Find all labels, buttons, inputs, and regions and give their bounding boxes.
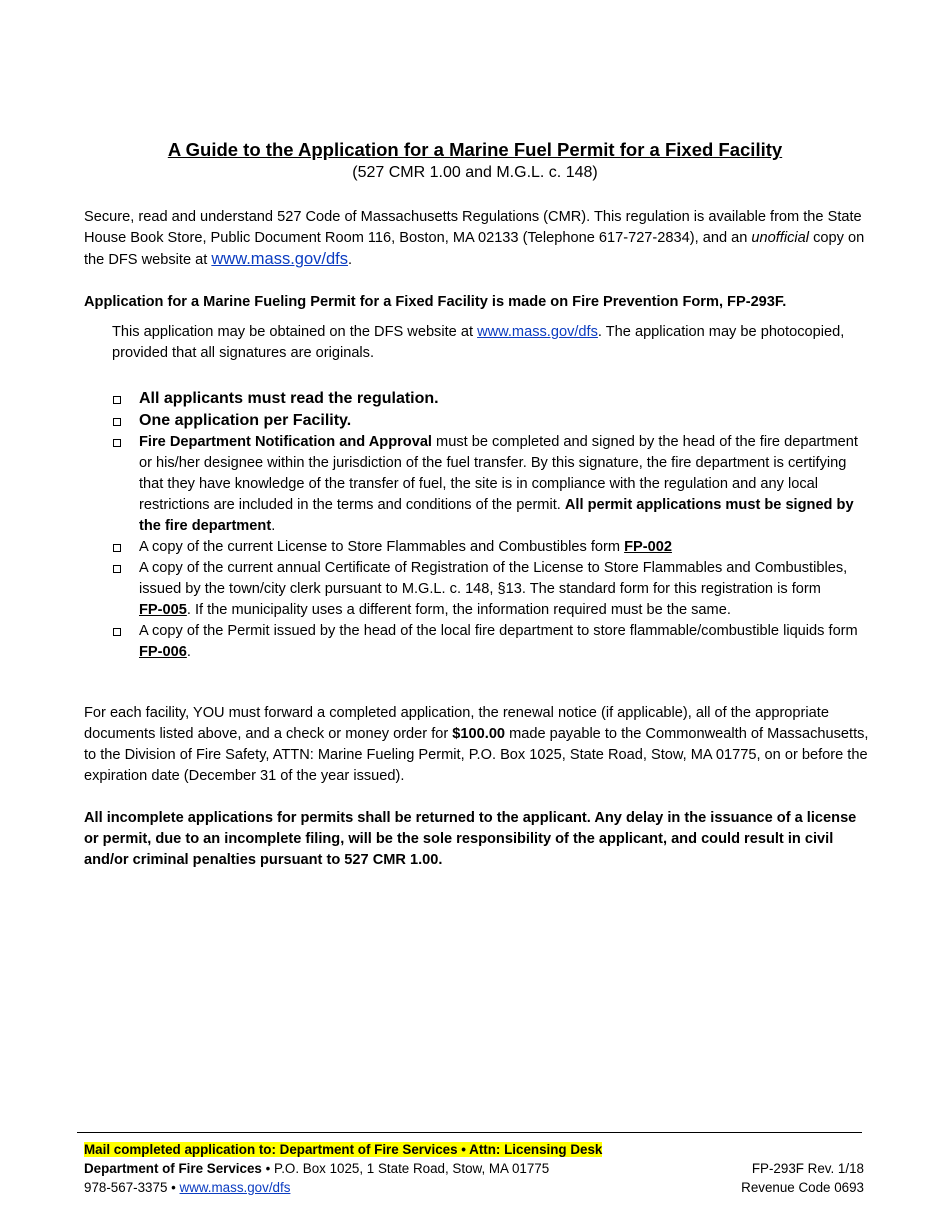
intro-italic: unofficial — [751, 230, 810, 246]
checklist-item — [112, 432, 872, 537]
form-reference-fp-002: FP-002 — [624, 539, 672, 555]
obtain-paragraph — [112, 322, 872, 364]
fee-amount: $100.00 — [452, 726, 506, 742]
checklist-item-bold-2: All permit applications must be signed by the fire department — [139, 497, 854, 534]
forward-paragraph — [84, 703, 874, 787]
footer-department: Department of Fire Services — [84, 1161, 262, 1176]
intro-text: Secure, read and understand 527 Code of Massachusetts Regulations (CMR). This regulation is available from the State House Book Store, Public Document Room 116, Boston, MA 02133 (Telephone 617-727-2834), and an — [84, 209, 862, 246]
checklist-item-text: A copy of the Permit issued by the head of the local fire department to store flammable/combustible liquids form — [139, 623, 858, 639]
checkbox-icon — [113, 544, 121, 552]
checkbox-icon — [113, 628, 121, 636]
checklist-item-bold: Fire Department Notification and Approval — [139, 434, 432, 450]
form-revision: FP-293F Rev. 1/18 — [751, 1161, 864, 1176]
checklist-item — [112, 410, 872, 432]
page-subtitle: (527 CMR 1.00 and M.G.L. c. 148) — [352, 164, 598, 181]
obtain-website-link[interactable]: www.mass.gov/dfs — [477, 324, 598, 340]
checkbox-icon — [113, 418, 121, 426]
page-title: A Guide to the Application for a Marine Fuel Permit for a Fixed Facility — [167, 139, 783, 160]
checklist-item-text: One application per Facility. — [139, 412, 352, 429]
intro-text-2: copy on the DFS website at — [84, 230, 865, 268]
checklist-item — [112, 558, 872, 621]
footer-website-link[interactable]: www.mass.gov/dfs — [179, 1180, 291, 1195]
footer-phone: 978-567-3375 • — [84, 1180, 180, 1195]
form-reference-fp-006: FP-006 — [139, 644, 187, 660]
checkbox-icon — [113, 439, 121, 447]
checkbox-icon — [113, 565, 121, 573]
form-reference-fp-005: FP-005 — [139, 602, 187, 618]
checklist-item — [112, 537, 872, 558]
checklist-item-text-2: . If the municipality uses a different form, the information required must be the same. — [186, 602, 731, 618]
revenue-code: Revenue Code 0693 — [741, 1180, 864, 1195]
forward-text: For each facility, YOU must forward a completed application, the renewal notice (if applicable), all of the appropriate documents listed above, and a check or money order for — [84, 705, 829, 742]
forward-text-2: made payable to the Commonwealth of Massachusetts, to the Division of Fire Safety, ATTN: Marine Fueling Permit, P.O. Box 1025, State Road, Stow, MA 01775, on or before the expiration date (December 31 of the year issued). — [84, 726, 869, 784]
footer-divider — [77, 1132, 862, 1133]
checklist-item — [112, 621, 872, 663]
obtain-text-2: . The application may be photocopied, provided that all signatures are originals. — [112, 324, 845, 361]
checklist-item-text: A copy of the current License to Store Flammables and Combustibles form — [139, 539, 625, 555]
dfs-website-link[interactable]: www.mass.gov/dfs — [211, 250, 348, 268]
checkbox-icon — [113, 396, 121, 404]
checklist-item-end: . — [186, 644, 191, 660]
intro-paragraph — [84, 207, 874, 271]
footer — [84, 1140, 869, 1197]
checklist-item — [112, 388, 872, 410]
mail-instructions: Mail completed application to: Department of Fire Services • Attn: Licensing Desk — [84, 1142, 603, 1157]
checklist-item-text: A copy of the current annual Certificate of Registration of the License to Store Flammables and Combustibles, issued by the town/city clerk pursuant to M.G.L. c. 148, §13. The standard form for this registration is form — [139, 560, 848, 597]
checklist-item-text: All applicants must read the regulation. — [139, 390, 439, 407]
footer-address: • P.O. Box 1025, 1 State Road, Stow, MA 01775 — [261, 1161, 550, 1176]
intro-end: . — [347, 252, 353, 268]
checklist-item-end: . — [271, 518, 276, 534]
warning-paragraph: All incomplete applications for permits shall be returned to the applicant. Any delay in the issuance of a license or permit, due to an incomplete filing, will be the sole responsibility of the applicant, and could result in civil and/or criminal penalties pursuant to 527 CMR 1.00. — [84, 810, 857, 868]
footer-form-info — [741, 1159, 864, 1197]
obtain-text: This application may be obtained on the DFS website at — [112, 324, 478, 340]
checklist-item-text: must be completed and signed by the head of the fire department or his/her designee within the jurisdiction of the fuel transfer. By this signature, the fire department is certifying that they have knowledge of the transfer of fuel, the site is in compliance with the regulation and any local restrictions are included in the terms and conditions of the permit. — [139, 434, 858, 513]
requirements-checklist — [112, 388, 872, 663]
section-heading: Application for a Marine Fueling Permit for a Fixed Facility is made on Fire Prevention Form, FP-293F. — [84, 294, 787, 310]
